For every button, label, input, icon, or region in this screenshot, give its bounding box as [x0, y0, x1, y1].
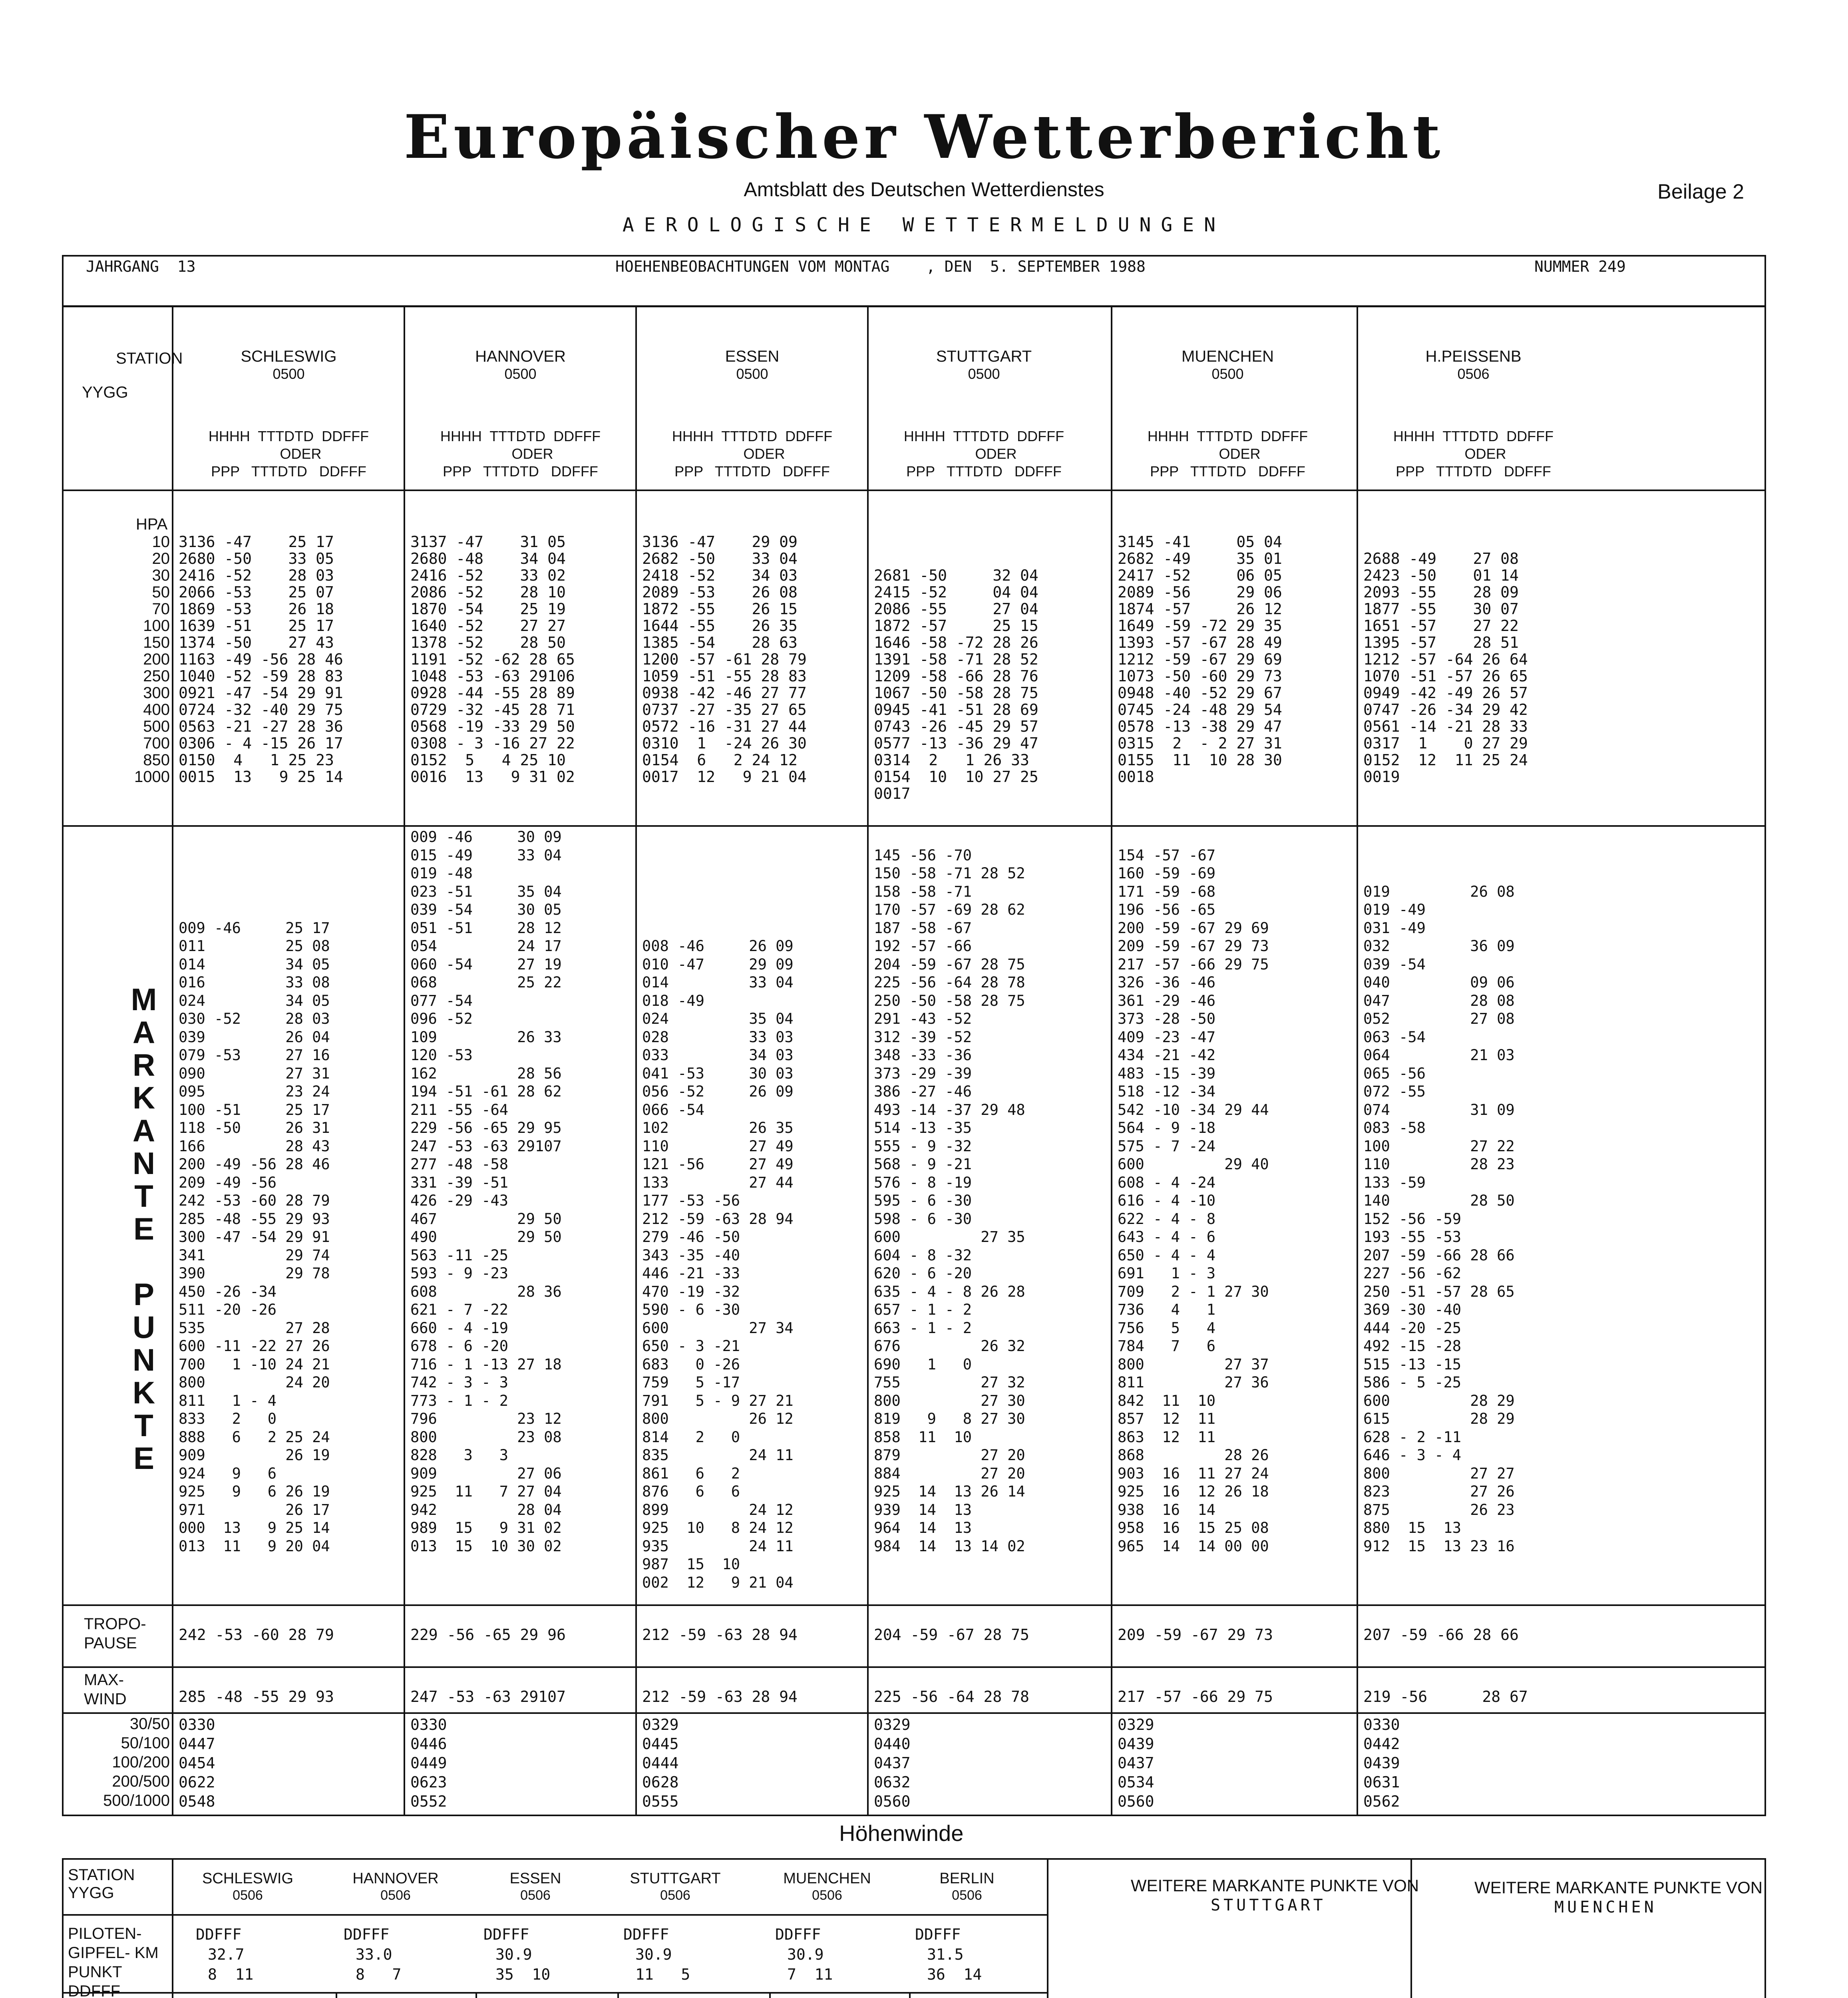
weitere-stuttgart-station: STUTTGART	[1211, 1896, 1326, 1914]
hw-top-wind: 35 10	[495, 1966, 551, 1983]
markante-letter: K	[132, 1375, 155, 1410]
hw-station-header	[176, 1870, 320, 1904]
column-header-line: PPP TTTDTD DDFFF	[211, 463, 366, 480]
markante-letter: R	[132, 1047, 155, 1083]
shear-values: 0329 0445 0444 0628 0555	[642, 1716, 679, 1810]
tropopause-value: 212 -59 -63 28 94	[642, 1626, 798, 1644]
weitere-muenchen-station: MUENCHEN	[1554, 1898, 1657, 1916]
section-title: AEROLOGISCHE WETTERMELDUNGEN	[622, 214, 1226, 236]
hw-km: 31.5	[927, 1946, 964, 1963]
station-time: 0500	[504, 366, 537, 382]
markante-data: 145 -56 -70 150 -58 -71 28 52 158 -58 -71 170 -57 -69 28 62 187 -58 -67 192 -57 -66 204 -59 -67 28 75 225 -56 -64 28 78 250 -50 -58 28 75 291 -43 -52 312 -39 -52 348 -33 -36 373 -29 -39 386 -27 -46 493 -14 -37 29 48 514 -13 -35 555 - 9 -32 568 - 9 -21 576 - 8 -19 595 - 6 -30 598 - 6 -30 600 27 35 604 - 8 -32 620 - 6 -20 635 - 4 - 8 26 28 657 - 1 - 2 663 - 1 - 2 676 26 32 690 1 0 755 27 32 800 27 30 819 9 8 27 30 858 11 10 879 27 20 884 27 20 925 14 13 26 14 939 14 13 964 14 13 984 14 13 14 02	[874, 846, 1025, 1555]
pressure-level: 500	[143, 718, 170, 735]
markante-letter	[128, 1245, 160, 1278]
column-header-line: PPP TTTDTD DDFFF	[443, 463, 598, 480]
station-name: STUTTGART	[936, 348, 1032, 365]
hw-station-time: 0506	[660, 1888, 690, 1903]
hw-station-header	[895, 1870, 1039, 1904]
maxwind-value: 285 -48 -55 29 93	[179, 1688, 334, 1705]
column-header-line: ODER	[951, 446, 1017, 462]
hw-ddfff-header: DDFFF	[483, 1926, 529, 1943]
maxwind-value: 219 -56 28 67	[1363, 1688, 1528, 1705]
column-headers	[178, 428, 400, 480]
hw-station-name: MUENCHEN	[783, 1870, 871, 1887]
column-header-line: ODER	[487, 446, 553, 462]
supplement-label: Beilage 2	[1657, 180, 1744, 203]
standard-level-data: 3137 -47 31 05 2680 -48 34 04 2416 -52 33 02 2086 -52 28 10 1870 -54 25 19 1640 -52 27 27 1378 -52 28 50 1191 -52 -62 28 65 1048 -53 -63 29106 0928 -44 -55 28 89 0729 -32 -45 28 71 0568 -19 -33 29 50 0308 - 3 -16 27 22 0152 5 4 25 10 0016 13 9 31 02	[410, 533, 575, 786]
hw-top-wind: 7 11	[787, 1966, 833, 1983]
column-header-line: PPP TTTDTD DDFFF	[906, 463, 1062, 480]
station-label: STATION	[116, 350, 183, 367]
station-header	[406, 348, 635, 383]
pilot-label: PILOTEN- GIPFEL- KM PUNKT DDFFF	[68, 1925, 159, 1998]
station-name: ESSEN	[725, 348, 780, 365]
tropopause-label: TROPO- PAUSE	[84, 1615, 146, 1652]
hw-station-time: 0506	[952, 1888, 982, 1903]
column-header-line: PPP TTTDTD DDFFF	[1150, 463, 1305, 480]
pressure-level: 150	[143, 634, 170, 651]
column-header-line: ODER	[1195, 446, 1261, 462]
station-header	[174, 348, 404, 383]
pressure-level: 100	[143, 617, 170, 635]
column-header-line: HHHH TTTDTD DDFFF	[208, 428, 369, 444]
pressure-level: 400	[143, 701, 170, 718]
pressure-level: 850	[143, 751, 170, 769]
column-headers	[873, 428, 1095, 480]
column-headers	[410, 428, 631, 480]
maxwind-value: 212 -59 -63 28 94	[642, 1688, 798, 1705]
column-header-line: ODER	[1440, 446, 1506, 462]
markante-letter: E	[133, 1441, 155, 1476]
shear-labels	[64, 1714, 170, 1810]
markante-letter: E	[133, 1211, 155, 1246]
station-header	[637, 348, 867, 383]
hw-station-header	[324, 1870, 467, 1904]
yygg-label: YYGG	[82, 384, 128, 401]
hoehenwinde-title: Höhenwinde	[839, 1821, 964, 1846]
markante-data: 008 -46 26 09 010 -47 29 09 014 33 04 018 -49 024 35 04 028 33 03 033 34 03 041 -53 30 03 056 -52 26 09 066 -54 102 26 35 110 27 49 121 -56 27 49 133 27 44 177 -53 -56 212 -59 -63 28 94 279 -46 -50 343 -35 -40 446 -21 -33 470 -19 -32 590 - 6 -30 600 27 34 650 - 3 -21 683 0 -26 759 5 -17 791 5 - 9 27 21 800 26 12 814 2 0 835 24 11 861 6 2 876 6 6 899 24 12 925 10 8 24 12 935 24 11 987 15 10 002 12 9 21 04	[642, 937, 794, 1591]
hw-station-header	[755, 1870, 899, 1904]
hw-top-wind: 8 11	[208, 1966, 254, 1983]
markante-punkte-label	[128, 983, 160, 1475]
pressure-level: 300	[143, 684, 170, 702]
weitere-stuttgart-title: WEITERE MARKANTE PUNKTE VON	[1131, 1876, 1419, 1895]
maxwind-label: MAX- WIND	[84, 1671, 127, 1708]
standard-level-data: 3136 -47 29 09 2682 -50 33 04 2418 -52 34 03 2089 -53 26 08 1872 -55 26 15 1644 -55 26 35 1385 -54 28 63 1200 -57 -61 28 79 1059 -51 -55 28 83 0938 -42 -46 27 77 0737 -27 -35 27 65 0572 -16 -31 27 44 0310 1 -24 26 30 0154 6 2 24 12 0017 12 9 21 04	[642, 533, 807, 786]
shear-layer-label: 100/200	[112, 1753, 170, 1771]
hw-station-label: STATION	[68, 1866, 135, 1884]
markante-letter: U	[132, 1309, 155, 1345]
station-time: 0500	[1211, 366, 1244, 382]
hw-station-name: SCHLESWIG	[202, 1870, 294, 1887]
pressure-level: 70	[152, 600, 170, 618]
pressure-levels	[120, 533, 170, 785]
markante-letter: N	[132, 1146, 155, 1181]
markante-letter: A	[132, 1015, 155, 1050]
markante-letter: T	[134, 1408, 153, 1443]
volume-label: JAHRGANG 13	[86, 258, 196, 275]
pressure-level: 20	[152, 550, 170, 567]
pressure-level: 1000	[134, 768, 170, 786]
hw-ddfff-header: DDFFF	[775, 1926, 821, 1943]
markante-letter: K	[132, 1080, 155, 1115]
hw-station-time: 0506	[233, 1888, 263, 1903]
markante-data: 009 -46 30 09 015 -49 33 04 019 -48 023 -51 35 04 039 -54 30 05 051 -51 28 12 054 24 17 060 -54 27 19 068 25 22 077 -54 096 -52 109 26 33 120 -53 162 28 56 194 -51 -61 28 62 211 -55 -64 229 -56 -65 29 95 247 -53 -63 29107 277 -48 -58 331 -39 -51 426 -29 -43 467 29 50 490 29 50 563 -11 -25 593 - 9 -23 608 28 36 621 - 7 -22 660 - 4 -19 678 - 6 -20 716 - 1 -13 27 18 742 - 3 - 3 773 - 1 - 2 796 23 12 800 23 08 828 3 3 909 27 06 925 11 7 27 04 942 28 04 989 15 9 31 02 013 15 10 30 02	[410, 828, 562, 1555]
station-name: SCHLESWIG	[241, 348, 337, 365]
weitere-muenchen-title: WEITERE MARKANTE PUNKTE VON	[1474, 1878, 1763, 1897]
standard-level-data: 3145 -41 05 04 2682 -49 35 01 2417 -52 06 05 2089 -56 29 06 1874 -57 26 12 1649 -59 -72 29 35 1393 -57 -67 28 49 1212 -59 -67 29 69 1073 -50 -60 29 73 0948 -40 -52 29 67 0745 -24 -48 29 54 0578 -13 -38 29 47 0315 2 - 2 27 31 0155 11 10 28 30 0018	[1118, 533, 1282, 786]
station-name: HANNOVER	[475, 348, 566, 365]
hw-station-name: HANNOVER	[352, 1870, 439, 1887]
markante-letter: M	[131, 982, 157, 1017]
hw-station-time: 0506	[380, 1888, 411, 1903]
station-header	[869, 348, 1099, 383]
column-header-line: HHHH TTTDTD DDFFF	[1147, 428, 1308, 444]
station-name: H.PEISSENB	[1425, 348, 1522, 365]
pressure-level: 50	[152, 583, 170, 601]
maxwind-value: 247 -53 -63 29107	[410, 1688, 566, 1705]
maxwind-value: 225 -56 -64 28 78	[874, 1688, 1029, 1705]
hw-ddfff-header: DDFFF	[623, 1926, 669, 1943]
hw-top-wind: 8 7	[356, 1966, 402, 1983]
shear-values: 0329 0439 0437 0534 0560	[1118, 1716, 1154, 1810]
column-header-line: HHHH TTTDTD DDFFF	[1393, 428, 1554, 444]
hw-station-name: ESSEN	[509, 1870, 561, 1887]
observation-date: HOEHENBEOBACHTUNGEN VOM MONTAG , DEN 5. SEPTEMBER 1988	[615, 258, 1146, 275]
shear-layer-label: 200/500	[112, 1773, 170, 1790]
shear-layer-label: 30/50	[129, 1715, 170, 1733]
hw-ddfff-header: DDFFF	[915, 1926, 961, 1943]
page-title: Europäischer Wetterbericht	[404, 102, 1444, 172]
column-headers	[641, 428, 863, 480]
tropopause-value: 209 -59 -67 29 73	[1118, 1626, 1273, 1644]
pressure-level: 250	[143, 667, 170, 685]
column-header-line: HHHH TTTDTD DDFFF	[672, 428, 833, 444]
standard-level-data: 2688 -49 27 08 2423 -50 01 14 2093 -55 28 09 1877 -55 30 07 1651 -57 27 22 1395 -57 28 51 1212 -57 -64 26 64 1070 -51 -57 26 65 0949 -42 -49 26 57 0747 -26 -34 29 42 0561 -14 -21 28 33 0317 1 0 27 29 0152 12 11 25 24 0019	[1363, 550, 1528, 786]
markante-letter: A	[132, 1113, 155, 1148]
markante-letter: P	[133, 1277, 155, 1312]
shear-values: 0329 0440 0437 0632 0560	[874, 1716, 911, 1810]
pressure-level: 700	[143, 734, 170, 752]
standard-level-data: 2681 -50 32 04 2415 -52 04 04 2086 -55 27 04 1872 -57 25 15 1646 -58 -72 28 26 1391 -58 -71 28 52 1209 -58 -66 28 76 1067 -50 -58 28 75 0945 -41 -51 28 69 0743 -26 -45 29 57 0577 -13 -36 29 47 0314 2 1 26 33 0154 10 10 27 25 0017	[874, 567, 1038, 802]
hw-station-name: STUTTGART	[630, 1870, 721, 1887]
station-time: 0500	[736, 366, 768, 382]
markante-data: 019 26 08 019 -49 031 -49 032 36 09 039 -54 040 09 06 047 28 08 052 27 08 063 -54 064 21 03 065 -56 072 -55 074 31 09 083 -58 100 27 22 110 28 23 133 -59 140 28 50 152 -56 -59 193 -55 -53 207 -59 -66 28 66 227 -56 -62 250 -51 -57 28 65 369 -30 -40 444 -20 -25 492 -15 -28 515 -13 -15 586 - 5 -25 600 28 29 615 28 29 628 - 2 -11 646 - 3 - 4 800 27 27 823 27 26 875 26 23 880 15 13 912 15 13 23 16	[1363, 883, 1515, 1555]
station-time: 0500	[968, 366, 1000, 382]
tropopause-value: 204 -59 -67 28 75	[874, 1626, 1029, 1644]
hw-km: 30.9	[635, 1946, 672, 1963]
hw-km: 33.0	[356, 1946, 392, 1963]
column-header-line: PPP TTTDTD DDFFF	[1396, 463, 1551, 480]
markante-letter: T	[134, 1178, 153, 1214]
column-header-line: PPP TTTDTD DDFFF	[674, 463, 830, 480]
maxwind-value: 217 -57 -66 29 75	[1118, 1688, 1273, 1705]
hw-station-header	[463, 1870, 607, 1904]
column-header-line: HHHH TTTDTD DDFFF	[440, 428, 601, 444]
shear-values: 0330 0442 0439 0631 0562	[1363, 1716, 1400, 1810]
station-time: 0500	[273, 366, 305, 382]
column-headers	[1117, 428, 1339, 480]
hw-ddfff-header: DDFFF	[344, 1926, 390, 1943]
hw-station-time: 0506	[812, 1888, 842, 1903]
shear-layer-label: 50/100	[121, 1734, 170, 1752]
hw-station-name: BERLIN	[939, 1870, 995, 1887]
standard-level-data: 3136 -47 25 17 2680 -50 33 05 2416 -52 28 03 2066 -53 25 07 1869 -53 26 18 1639 -51 25 17 1374 -50 27 43 1163 -49 -56 28 46 1040 -52 -59 28 83 0921 -47 -54 29 91 0724 -32 -40 29 75 0563 -21 -27 28 36 0306 - 4 -15 26 17 0150 4 1 25 23 0015 13 9 25 14	[179, 533, 343, 786]
shear-values: 0330 0447 0454 0622 0548	[179, 1716, 215, 1810]
page-subtitle: Amtsblatt des Deutschen Wetterdienstes	[744, 178, 1104, 201]
hw-station-time: 0506	[520, 1888, 551, 1903]
column-header-line: HHHH TTTDTD DDFFF	[903, 428, 1064, 444]
column-header-line: ODER	[719, 446, 785, 462]
markante-data: 009 -46 25 17 011 25 08 014 34 05 016 33 08 024 34 05 030 -52 28 03 039 26 04 079 -53 27 16 090 27 31 095 23 24 100 -51 25 17 118 -50 26 31 166 28 43 200 -49 -56 28 46 209 -49 -56 242 -53 -60 28 79 285 -48 -55 29 93 300 -47 -54 29 91 341 29 74 390 29 78 450 -26 -34 511 -20 -26 535 27 28 600 -11 -22 27 26 700 1 -10 24 21 800 24 20 811 1 - 4 833 2 0 888 6 2 25 24 909 26 19 924 9 6 925 9 6 26 19 971 26 17 000 13 9 25 14 013 11 9 20 04	[179, 919, 330, 1555]
column-header-line: ODER	[256, 446, 322, 462]
shear-values: 0330 0446 0449 0623 0552	[410, 1716, 447, 1810]
pressure-level: 30	[152, 567, 170, 584]
column-headers	[1363, 428, 1584, 480]
pressure-level: 10	[152, 533, 170, 551]
hw-km: 32.7	[208, 1946, 245, 1963]
markante-data: 154 -57 -67 160 -59 -69 171 -59 -68 196 -56 -65 200 -59 -67 29 69 209 -59 -67 29 73 217 -57 -66 29 75 326 -36 -46 361 -29 -46 373 -28 -50 409 -23 -47 434 -21 -42 483 -15 -39 518 -12 -34 542 -10 -34 29 44 564 - 9 -18 575 - 7 -24 600 29 40 608 - 4 -24 616 - 4 -10 622 - 4 - 8 643 - 4 - 6 650 - 4 - 4 691 1 - 3 709 2 - 1 27 30 736 4 1 756 5 4 784 7 6 800 27 37 811 27 36 842 11 10 857 12 11 863 12 11 868 28 26 903 16 11 27 24 925 16 12 26 18 938 16 14 958 16 15 25 08 965 14 14 00 00	[1118, 846, 1269, 1555]
pressure-level: 200	[143, 651, 170, 668]
tropopause-value: 242 -53 -60 28 79	[179, 1626, 334, 1644]
station-header	[1113, 348, 1343, 383]
issue-number: NUMMER 249	[1534, 258, 1626, 275]
station-time: 0506	[1457, 366, 1490, 382]
hw-yygg-label: YYGG	[68, 1884, 114, 1902]
shear-layer-label: 500/1000	[103, 1792, 170, 1809]
hw-km: 30.9	[495, 1946, 532, 1963]
hpa-label: HPA	[136, 515, 168, 533]
station-header	[1359, 348, 1588, 383]
hw-km: 30.9	[787, 1946, 824, 1963]
station-name: MUENCHEN	[1181, 348, 1274, 365]
hw-top-wind: 11 5	[635, 1966, 690, 1983]
hw-ddfff-header: DDFFF	[196, 1926, 242, 1943]
markante-letter: N	[132, 1342, 155, 1377]
tropopause-value: 207 -59 -66 28 66	[1363, 1626, 1519, 1644]
tropopause-value: 229 -56 -65 29 96	[410, 1626, 566, 1644]
hw-station-header	[603, 1870, 747, 1904]
hw-top-wind: 36 14	[927, 1966, 982, 1983]
